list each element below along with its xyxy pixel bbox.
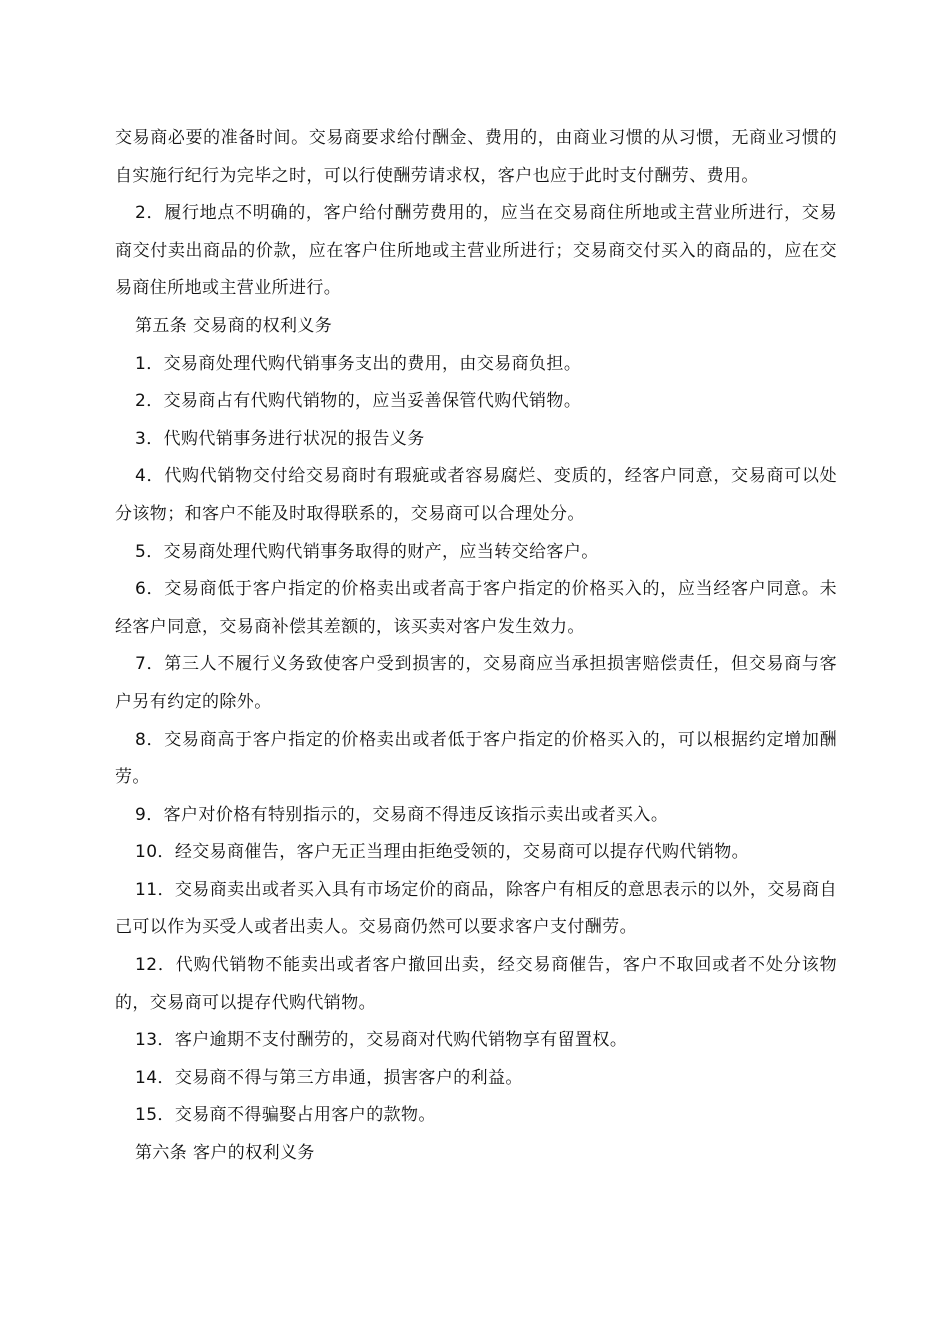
article-5-item-11: 11．交易商卖出或者买入具有市场定价的商品，除客户有相反的意思表示的以外，交易商自己可以作为买受人或者出卖人。交易商仍然可以要求客户支付酬劳。 [115,879,837,938]
article-5-item-10: 10．经交易商催告，客户无正当理由拒绝受领的，交易商可以提存代购代销物。 [135,842,750,863]
article-5-item-8: 8．交易商高于客户指定的价格卖出或者低于客户指定的价格买入的，可以根据约定增加酬劳。 [115,729,837,788]
article-5-item-7: 7．第三人不履行义务致使客户受到损害的，交易商应当承担损害赔偿责任，但交易商与客户另有约定的除外。 [115,654,837,712]
article-5-item-6: 6．交易商低于客户指定的价格卖出或者高于客户指定的价格买入的，应当经客户同意。未经客户同意，交易商补偿其差额的，该买卖对客户发生效力。 [115,579,837,637]
article-6-heading: 第六条 客户的权利义务 [135,1143,315,1164]
article-5-item-12: 12．代购代销物不能卖出或者客户撤回出卖，经交易商催告，客户不取回或者不处分该物的，交易商可以提存代购代销物。 [115,955,837,1013]
article-5-item-4: 4．代购代销物交付给交易商时有瑕疵或者容易腐烂、变质的，经客户同意，交易商可以处分该物；和客户不能及时取得联系的，交易商可以合理处分。 [115,466,837,524]
article-5-item-1: 1．交易商处理代购代销事务支出的费用，由交易商负担。 [135,353,582,374]
article-5-item-3: 3．代购代销事务进行状况的报告义务 [135,428,425,449]
article-5-item-14: 14．交易商不得与第三方串通，损害客户的利益。 [135,1067,523,1088]
article-5-item-13: 13．客户逾期不支付酬劳的，交易商对代购代销物享有留置权。 [135,1030,628,1051]
article-5-item-5: 5．交易商处理代购代销事务取得的财产，应当转交给客户。 [135,541,599,562]
document-body [115,120,837,1173]
paragraph-item-2-payment-location: 2．履行地点不明确的，客户给付酬劳费用的，应当在交易商住所地或主营业所进行，交易商交付卖出商品的价款，应在客户住所地或主营业所进行；交易商交付买入的商品的，应在交易商住所地或主营业所进行。 [115,203,837,299]
article-5-item-15: 15．交易商不得骗娶占用客户的款物。 [135,1105,436,1126]
article-5-heading: 第五条 交易商的权利义务 [135,315,333,336]
paragraph-continuation: 交易商必要的准备时间。交易商要求给付酬金、费用的，由商业习惯的从习惯，无商业习惯的自实施行纪行为完毕之时，可以行使酬劳请求权，客户也应于此时支付酬劳、费用。 [115,128,837,186]
article-5-item-9: 9．客户对价格有特别指示的，交易商不得违反该指示卖出或者买入。 [135,804,669,825]
article-5-item-2: 2．交易商占有代购代销物的，应当妥善保管代购代销物。 [135,391,582,412]
